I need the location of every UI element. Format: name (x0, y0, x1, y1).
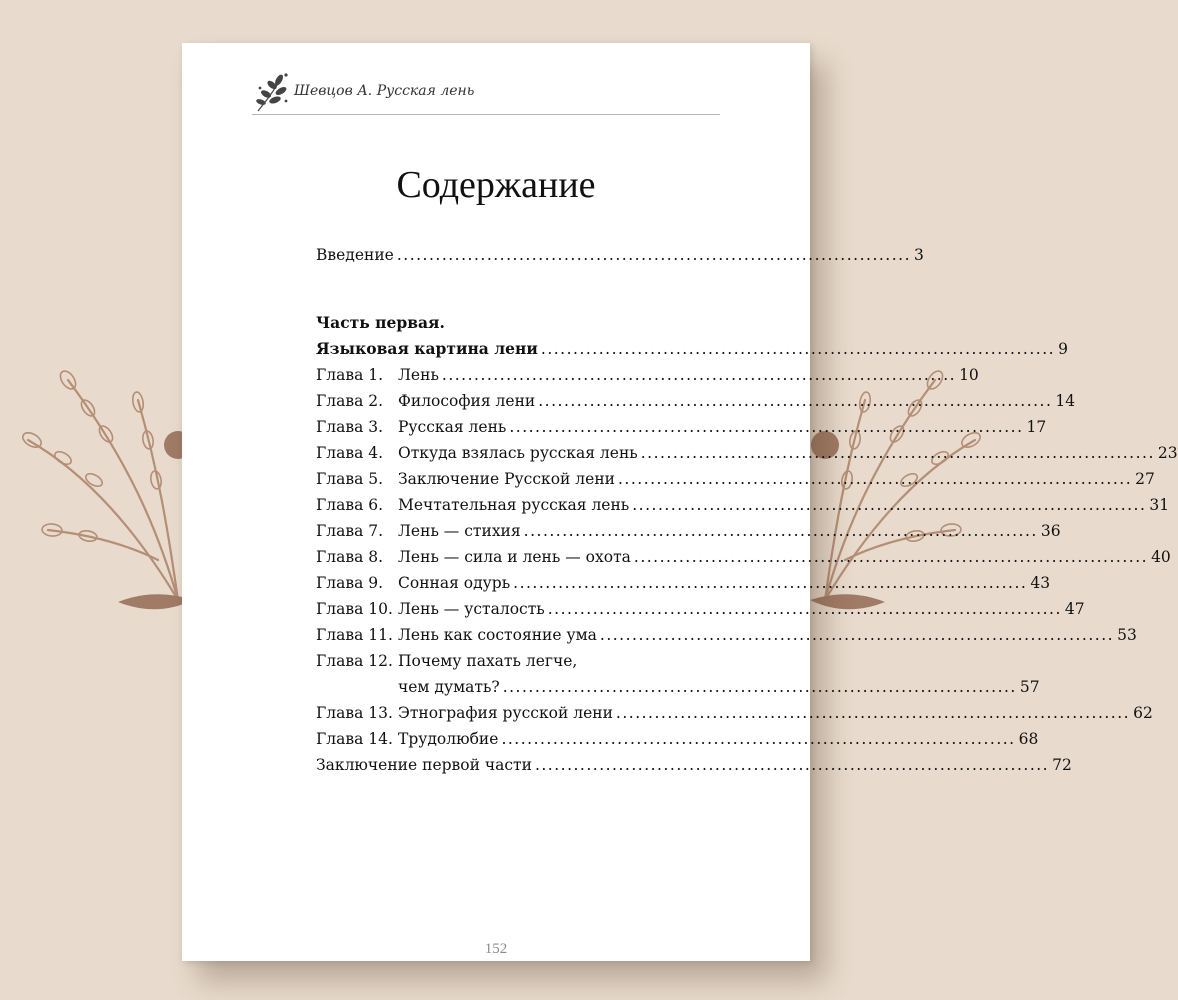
toc-entry-chapter-7[interactable] (316, 515, 1061, 541)
toc-entry-page: 40 (1151, 548, 1171, 566)
toc-chapter-label: Глава 13. (316, 704, 393, 722)
toc-entry-page: 53 (1117, 626, 1137, 644)
toc-entry-text: Сонная одурь (398, 574, 511, 592)
toc-entry-chapter-12-continued[interactable] (316, 671, 1040, 697)
toc-entry-chapter-2[interactable] (316, 385, 1076, 411)
dot-leader: ................................................................................ (501, 730, 1016, 748)
toc-entry-text: Мечтательная русская лень (398, 496, 630, 514)
dot-leader: ................................................................................ (547, 600, 1062, 618)
running-header (252, 69, 720, 115)
toc-entry-page: 47 (1064, 600, 1085, 618)
toc-entry-page: 57 (1019, 678, 1040, 696)
willow-branch-left-decoration (8, 330, 198, 630)
dot-leader: ................................................................................ (513, 574, 1028, 592)
toc-entry-text: Введение (316, 246, 394, 264)
toc-entry-page: 43 (1030, 574, 1051, 592)
page-title: Содержание (396, 164, 596, 206)
dot-leader: ................................................................................ (540, 340, 1056, 358)
toc-entry-page: 3 (914, 246, 924, 264)
running-title: Шевцов А. Русская лень (294, 83, 475, 99)
toc-entry-page: 62 (1133, 704, 1153, 722)
toc-chapter-label: Глава 14. (316, 730, 393, 748)
toc-chapter-label: Глава 8. (316, 548, 384, 566)
toc-chapter-label: Глава 12. (316, 652, 393, 670)
dot-leader: ................................................................................ (632, 496, 1147, 514)
toc-entry-introduction[interactable] (316, 239, 924, 265)
toc-entry-text: Трудолюбие (398, 730, 499, 748)
toc-entry-chapter-3[interactable] (316, 411, 1047, 437)
dot-leader: ................................................................................ (441, 366, 957, 384)
toc-entry-text: Языковая картина лени (316, 339, 538, 358)
toc-entry-chapter-6[interactable] (316, 489, 1170, 515)
toc-entry-chapter-13[interactable] (316, 697, 1153, 723)
dot-leader: ................................................................................ (599, 626, 1115, 644)
toc-entry-text: Русская лень (398, 418, 507, 436)
toc-entry-text: Философия лени (398, 392, 536, 410)
toc-entry-page: 9 (1058, 340, 1068, 358)
page-number: 152 (484, 941, 508, 957)
toc-entry-text: чем думать? (398, 678, 500, 696)
toc-chapter-label: Глава 3. (316, 418, 384, 436)
sprig-ornament-icon (252, 71, 292, 113)
toc-entry-page: 17 (1026, 418, 1047, 436)
toc-entry-text: Лень — стихия (398, 522, 521, 540)
dot-leader: ................................................................................ (509, 418, 1024, 436)
dot-leader: ................................................................................ (615, 704, 1131, 722)
toc-entry-part-one[interactable] (316, 333, 1068, 359)
toc-entry-text: Откуда взялась русская лень (398, 444, 638, 462)
toc-entry-text: Заключение Русской лени (398, 470, 615, 488)
toc-entry-page: 72 (1052, 756, 1072, 774)
toc-chapter-label: Глава 11. (316, 626, 393, 644)
toc-entry-text: Почему пахать легче, (398, 652, 578, 670)
toc-entry-page: 27 (1135, 470, 1155, 488)
toc-entry-chapter-5[interactable] (316, 463, 1155, 489)
toc-entry-text: Лень — сила и лень — охота (398, 548, 631, 566)
dot-leader: ................................................................................ (617, 470, 1133, 488)
toc-entry-page: 31 (1149, 496, 1170, 514)
dot-leader: ................................................................................ (640, 444, 1155, 462)
toc-entry-chapter-1[interactable] (316, 359, 979, 385)
toc-entry-page: 14 (1055, 392, 1076, 410)
toc-entry-chapter-8[interactable] (316, 541, 1171, 567)
toc-entry-text: Этнография русской лени (398, 704, 613, 722)
dot-leader: ................................................................................ (523, 522, 1038, 540)
toc-entry-text: Часть первая. (316, 313, 445, 332)
toc-entry-text: Заключение первой части (316, 756, 532, 774)
toc-entry-chapter-11[interactable] (316, 619, 1137, 645)
dot-leader: ................................................................................ (538, 392, 1053, 410)
toc-entry-page: 23 (1157, 444, 1178, 462)
toc-entry-chapter-9[interactable] (316, 567, 1051, 593)
toc-entry-text: Лень — усталость (398, 600, 545, 618)
toc-entry-page: 36 (1040, 522, 1061, 540)
toc-entry-text: Лень (398, 366, 439, 384)
dot-leader: ................................................................................ (396, 246, 912, 264)
toc-chapter-label: Глава 2. (316, 392, 384, 410)
book-page (182, 43, 1178, 961)
toc-entry-chapter-4[interactable] (316, 437, 1178, 463)
toc-chapter-label: Глава 4. (316, 444, 384, 462)
toc-entry-text: Лень как состояние ума (398, 626, 597, 644)
toc-entry-chapter-14[interactable] (316, 723, 1039, 749)
toc-entry-chapter-12[interactable] (316, 645, 694, 671)
toc-entry-page: 68 (1018, 730, 1039, 748)
dot-leader: ................................................................................ (534, 756, 1050, 774)
toc-entry-part-one-conclusion[interactable] (316, 749, 1072, 775)
toc-chapter-label: Глава 6. (316, 496, 384, 514)
toc-entry-page: 10 (959, 366, 979, 384)
toc-part-heading (316, 307, 694, 333)
dot-leader: ................................................................................ (633, 548, 1149, 566)
dot-leader: ................................................................................ (502, 678, 1017, 696)
toc-entry-chapter-10[interactable] (316, 593, 1085, 619)
toc-chapter-label: Глава 7. (316, 522, 384, 540)
toc-chapter-label: Глава 1. (316, 366, 384, 384)
toc-chapter-label: Глава 9. (316, 574, 384, 592)
toc-chapter-label: Глава 5. (316, 470, 384, 488)
toc-chapter-label: Глава 10. (316, 600, 393, 618)
